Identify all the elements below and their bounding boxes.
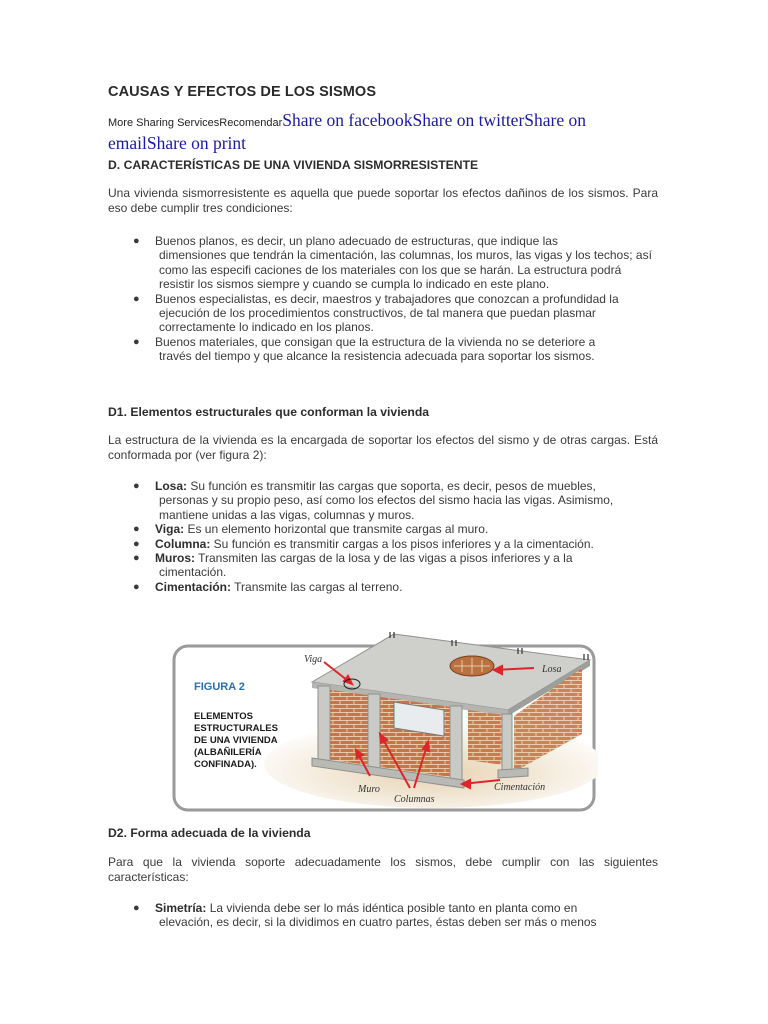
section-d1-intro: La estructura de la vivienda es la encargada de soportar los efectos del sismo y de otras cargas. Está conformada por (ver figura 2): <box>108 433 658 462</box>
figure-caption-line: (ALBAÑILERÍA <box>194 747 262 758</box>
bullet-icon: ● <box>133 235 140 247</box>
list-item <box>133 522 658 536</box>
section-d2-heading: D2. Forma adecuada de la vivienda <box>108 826 311 840</box>
list-item <box>133 292 658 335</box>
section-d2-intro: Para que la vivienda soporte adecuadamente los sismos, debe cumplir con las siguientes características: <box>108 855 658 884</box>
share-twitter-link[interactable]: Share on twitter <box>412 110 525 130</box>
figure-caption-line: ELEMENTOS <box>194 711 253 722</box>
list-item-first-line: Transmite las cargas al terreno. <box>231 579 403 594</box>
section-d-list <box>133 234 658 364</box>
list-item <box>133 234 658 292</box>
cimentacion-label: Cimentación <box>494 782 546 793</box>
share-email-prefix-link[interactable]: Share on <box>524 110 587 130</box>
list-item-first-line: Transmiten las cargas de la losa y de las vigas a pisos inferiores y a la <box>195 551 573 566</box>
list-item-continuation: personas y su propio peso, así como los efectos del sismo hacia las vigas. Asimismo, mantiene unidas a las vigas, columnas y muros. <box>159 493 614 522</box>
list-item-first-line: Es un elemento horizontal que transmite cargas al muro. <box>184 522 489 537</box>
columna <box>502 714 512 774</box>
term-label: Cimentación: <box>155 579 232 594</box>
list-item <box>133 580 658 594</box>
term-label: Muros: <box>155 551 195 566</box>
section-d1-heading: D1. Elementos estructurales que conforman la vivienda <box>108 405 430 419</box>
list-item <box>133 537 658 551</box>
list-item <box>133 551 658 580</box>
more-sharing-services-link[interactable]: More Sharing Services <box>108 117 220 129</box>
section-d1-list <box>133 479 658 594</box>
muro-label: Muro <box>358 784 380 795</box>
list-item-first-line: Buenos planos, es decir, un plano adecuado de estructuras, que indique las <box>155 234 558 248</box>
bullet-icon: ● <box>133 580 140 593</box>
losa-label: Losa <box>542 664 562 675</box>
bullet-icon: ● <box>133 480 140 492</box>
list-item-first-line: Su función es transmitir las cargas que soporta, es decir, pesos de muebles, <box>187 479 596 493</box>
bullet-icon: ● <box>133 902 140 914</box>
term-label: Simetría: <box>155 901 207 915</box>
recomendar-link[interactable]: Recomendar <box>219 117 283 129</box>
section-d-heading: D. CARACTERÍSTICAS DE UNA VIVIENDA SISMORRESISTENTE <box>108 158 479 172</box>
share-bar <box>108 110 660 155</box>
list-item <box>133 335 658 364</box>
bullet-icon: ● <box>133 335 140 348</box>
share-email-link[interactable]: email <box>108 133 147 153</box>
columna <box>318 686 330 762</box>
list-item <box>133 479 658 522</box>
term-label: Viga: <box>155 522 185 537</box>
list-item-first-line: Su función es transmitir cargas a los pisos inferiores y a la cimentación. <box>210 536 594 551</box>
list-item-continuation: elevación, es decir, si la dividimos en cuatro partes, éstas deben ser más o menos <box>159 915 597 930</box>
share-print-link[interactable]: Share on print <box>146 133 247 153</box>
term-label: Losa: <box>155 479 188 493</box>
figure-caption-line: DE UNA VIVIENDA <box>194 735 278 746</box>
list-item-first-line: La vivienda debe ser lo más idéntica posible tanto en planta como en <box>206 901 578 915</box>
list-item-continuation: dimensiones que tendrán la cimentación, las columnas, los muros, las vigas y los techos; así como las especifi caciones de los materiales con los que se harán. La estructura podrá resistir los sismos siempre y cuando se cumpla lo indicado en este plano. <box>159 248 652 292</box>
list-item-continuation: través del tiempo y que alcance la resistencia adecuada para soportar los sismos. <box>159 349 595 364</box>
share-facebook-link[interactable]: Share on facebook <box>282 110 413 130</box>
columnas-label: Columnas <box>394 794 435 805</box>
section-d2-list <box>133 901 658 930</box>
page-title: CAUSAS Y EFECTOS DE LOS SISMOS <box>108 84 377 100</box>
list-item-continuation: cimentación. <box>159 565 227 580</box>
figure-label: FIGURA 2 <box>194 681 245 693</box>
bullet-icon: ● <box>133 292 140 305</box>
figure-caption-line: ESTRUCTURALES <box>194 723 278 734</box>
list-item-continuation: ejecución de los procedimientos constructivos, de tal manera que puedan plasmar correctamente lo indicado en los planos. <box>159 306 596 335</box>
figure-2-illustration <box>172 624 598 814</box>
list-item-first-line: Buenos materiales, que consigan que la estructura de la vivienda no se deteriore a <box>155 334 596 349</box>
term-label: Columna: <box>155 536 211 551</box>
bullet-icon: ● <box>133 552 140 565</box>
figure-caption-line: CONFINADA). <box>194 759 257 770</box>
list-item-first-line: Buenos especialistas, es decir, maestros y trabajadores que conozcan a profundidad la <box>155 291 619 306</box>
section-d-intro: Una vivienda sismorresistente es aquella que puede soportar los efectos dañinos de los sismos. Para eso debe cumplir tres condiciones: <box>108 186 658 215</box>
viga-label: Viga <box>304 654 323 665</box>
bullet-icon: ● <box>133 523 140 536</box>
list-item <box>133 901 658 930</box>
columna <box>450 706 462 782</box>
columna <box>368 694 380 770</box>
bullet-icon: ● <box>133 537 140 550</box>
